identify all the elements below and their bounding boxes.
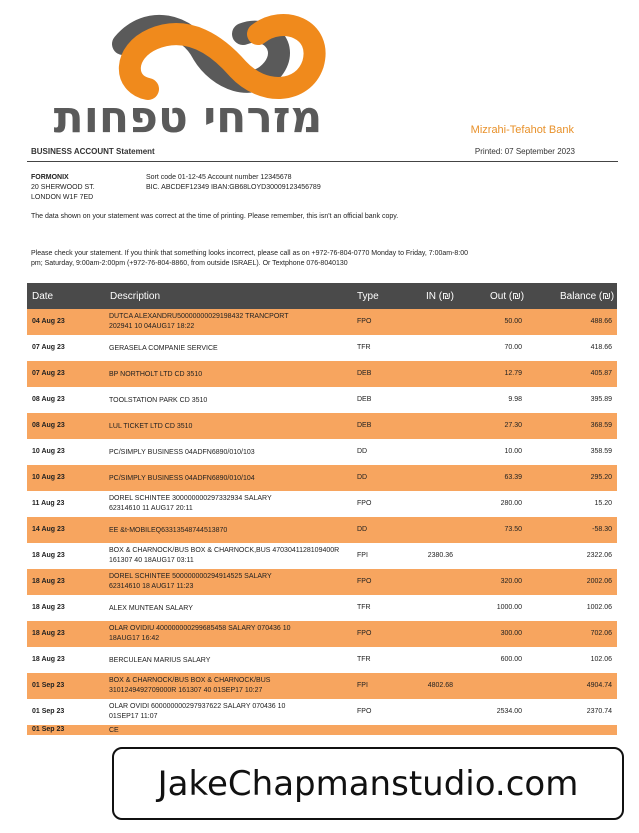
transactions-table [27, 283, 617, 735]
table-row [27, 647, 617, 673]
cell-description [109, 702, 354, 722]
description-line-1: EE &t-MOBILEQ63313548744513870 [109, 527, 228, 534]
accuracy-note: The data shown on your statement was correct at the time of printing. Please remember, this isn't an official bank copy. [31, 213, 399, 220]
description-line-1: TOOLSTATION PARK CD 3510 [109, 397, 208, 404]
description-line-1: OLAR OVIDIU 400000000299685458 SALARY 070436 10 [109, 625, 291, 632]
table-row [27, 699, 617, 725]
cell-balance: 2370.74 [586, 708, 612, 715]
account-details [146, 173, 321, 193]
cell-description [109, 656, 354, 666]
cell-out: 320.00 [500, 578, 522, 585]
description-line-1: PC/SIMPLY BUSINESS 04ADFN6890/010/104 [109, 475, 255, 482]
cell-out: 600.00 [500, 656, 522, 663]
cell-out: 70.00 [504, 344, 522, 351]
col-out: Out (₪) [490, 291, 525, 302]
cell-out: 50.00 [504, 318, 522, 325]
cell-date: 18 Aug 23 [32, 630, 65, 637]
cell-out: 2534.00 [496, 708, 522, 715]
contact-note: Please check your statement. If you think that something looks incorrect, please call as on +972-76-804-0770 Monday to Friday, 7:00am-8:00 pm; Saturday, 9:00am-2:00pm (+972-76-804-8860, from outside ISRAEL). Or Textphone 076-8040130 [31, 250, 469, 267]
cell-date: 01 Sep 23 [32, 726, 65, 733]
description-line-1: GERASELA COMPANIE SERVICE [109, 345, 218, 352]
cell-out: 1000.00 [496, 604, 522, 611]
cell-description [109, 726, 354, 736]
cell-balance: 488.66 [590, 318, 612, 325]
cell-balance: 702.06 [590, 630, 612, 637]
bank-logo [28, 14, 348, 139]
bank-name-english: Mizrahi-Tefahot Bank [470, 124, 574, 136]
table-row [27, 413, 617, 439]
description-line-1: DUTCA ALEXANDRU50000000029198432 TRANCPORT [109, 313, 289, 320]
description-line-1: BOX & CHARNOCK/BUS BOX & CHARNOCK,BUS 4703041128109400R [109, 547, 340, 554]
cell-date: 18 Aug 23 [32, 578, 65, 585]
description-line-1: CE [109, 727, 119, 734]
cell-date: 01 Sep 23 [32, 708, 65, 715]
cell-balance: 358.59 [590, 448, 612, 455]
cell-type: FPO [357, 708, 372, 715]
cell-type: DEB [357, 422, 372, 429]
description-line-1: DOREL SCHINTEE 300000000297332934 SALARY [109, 495, 272, 502]
table-row [27, 387, 617, 413]
cell-date: 14 Aug 23 [32, 526, 65, 533]
cell-type: DEB [357, 396, 372, 403]
table-row [27, 621, 617, 647]
table-row [27, 439, 617, 465]
cell-description [109, 676, 354, 696]
col-description: Description [110, 291, 161, 302]
table-row [27, 309, 617, 335]
description-line-2: 01SEP17 11:07 [109, 713, 158, 720]
description-line-2: 62314610 11 AUG17 20:11 [109, 505, 193, 512]
cell-balance: 295.20 [590, 474, 612, 481]
cell-balance: 4904.74 [586, 682, 612, 689]
cell-balance: 2322.06 [586, 552, 612, 559]
description-line-1: BERCULEAN MARIUS SALARY [109, 657, 211, 664]
table-header [27, 283, 617, 309]
cell-date: 07 Aug 23 [32, 370, 65, 377]
address-line-2: LONDON W1F 7ED [31, 194, 94, 201]
cell-type: FPO [357, 630, 372, 637]
description-line-2: 202941 10 04AUG17 18:22 [109, 323, 195, 330]
description-line-1: BP NORTHOLT LTD CD 3510 [109, 371, 203, 378]
cell-description [109, 526, 354, 536]
cell-out: 10.00 [504, 448, 522, 455]
cell-description [109, 494, 354, 514]
cell-description [109, 604, 354, 614]
cell-date: 18 Aug 23 [32, 656, 65, 663]
logo-text: מזרחי טפחות [53, 92, 323, 139]
cell-type: DEB [357, 370, 372, 377]
header-divider [27, 161, 618, 162]
cell-description [109, 572, 354, 592]
description-line-1: LUL TICKET LTD CD 3510 [109, 423, 193, 430]
description-line-2: 161307 40 18AUG17 03:11 [109, 557, 194, 564]
cell-description [109, 474, 354, 484]
cell-date: 18 Aug 23 [32, 552, 65, 559]
cell-type: FPO [357, 500, 372, 507]
description-line-1: DOREL SCHINTEE 500000000294914525 SALARY [109, 573, 272, 580]
cell-balance: 368.59 [590, 422, 612, 429]
cell-in: 2380.36 [427, 552, 453, 559]
cell-description [109, 312, 354, 332]
table-row [27, 465, 617, 491]
cell-type: FPI [357, 552, 368, 559]
table-row [27, 543, 617, 569]
cell-date: 01 Sep 23 [32, 682, 65, 689]
cell-balance: 395.89 [590, 396, 612, 403]
col-date: Date [32, 291, 54, 302]
cell-out: 280.00 [500, 500, 522, 507]
description-line-1: ALEX MUNTEAN SALARY [109, 605, 193, 612]
table-row [27, 517, 617, 543]
cell-date: 04 Aug 23 [32, 318, 65, 325]
cell-balance: 2002.06 [586, 578, 612, 585]
cell-description [109, 624, 354, 644]
statement-title: BUSINESS ACCOUNT Statement [31, 147, 155, 156]
col-in: IN (₪) [426, 291, 454, 302]
description-line-1: BOX & CHARNOCK/BUS BOX & CHARNOCK/BUS [109, 677, 271, 684]
cell-type: TFR [357, 604, 371, 611]
description-line-2: 3101249492709000R 161307 40 01SEP17 10:27 [109, 687, 263, 694]
cell-date: 08 Aug 23 [32, 396, 65, 403]
description-line-1: OLAR OVIDI 600000000297937622 SALARY 070436 10 [109, 703, 286, 710]
table-body [27, 309, 617, 735]
cell-out: 9.98 [508, 396, 522, 403]
cell-out: 300.00 [500, 630, 522, 637]
printed-date: Printed: 07 September 2023 [474, 147, 575, 156]
cell-balance: 1002.06 [586, 604, 612, 611]
table-row [27, 335, 617, 361]
cell-balance: -58.30 [592, 526, 612, 533]
iban-line: BIC. ABCDEF12349 IBAN:GB68LOYD30009123456789 [146, 184, 321, 191]
description-line-2: 18AUG17 16:42 [109, 635, 160, 642]
cell-type: DD [357, 474, 368, 481]
cell-balance: 102.06 [590, 656, 612, 663]
cell-balance: 15.20 [594, 500, 612, 507]
cell-type: DD [357, 448, 368, 455]
cell-date: 18 Aug 23 [32, 604, 65, 611]
sort-code-line: Sort code 01-12-45 Account number 12345678 [146, 174, 292, 181]
cell-out: 12.79 [504, 370, 522, 377]
cell-description [109, 370, 354, 380]
watermark: JakeChapmanstudio.com [112, 747, 624, 820]
cell-type: DD [357, 526, 368, 533]
cell-out: 27.30 [504, 422, 522, 429]
description-line-1: PC/SIMPLY BUSINESS 04ADFN6890/010/103 [109, 449, 255, 456]
cell-out: 73.50 [504, 526, 522, 533]
cell-date: 08 Aug 23 [32, 422, 65, 429]
cell-in: 4802.68 [427, 682, 453, 689]
cell-date: 10 Aug 23 [32, 474, 65, 481]
cell-date: 07 Aug 23 [32, 344, 65, 351]
col-type: Type [357, 291, 379, 302]
table-row [27, 673, 617, 699]
description-line-2: 62314610 18 AUG17 11:23 [109, 583, 194, 590]
cell-type: FPI [357, 682, 368, 689]
table-row [27, 361, 617, 387]
cell-type: TFR [357, 656, 371, 663]
account-name: FORMONIX [31, 174, 69, 181]
cell-type: FPO [357, 318, 372, 325]
table-row [27, 725, 617, 735]
cell-date: 11 Aug 23 [32, 500, 65, 507]
table-row [27, 595, 617, 621]
cell-type: FPO [357, 578, 372, 585]
cell-description [109, 546, 354, 566]
address-line-1: 20 SHERWOOD ST. [31, 184, 95, 191]
account-address [31, 173, 95, 203]
cell-description [109, 396, 354, 406]
table-row [27, 569, 617, 595]
cell-description [109, 422, 354, 432]
cell-date: 10 Aug 23 [32, 448, 65, 455]
cell-description [109, 448, 354, 458]
table-row [27, 491, 617, 517]
col-balance: Balance (₪) [560, 291, 615, 302]
cell-balance: 405.87 [590, 370, 612, 377]
cell-out: 63.39 [504, 474, 522, 481]
cell-type: TFR [357, 344, 371, 351]
cell-description [109, 344, 354, 354]
cell-balance: 418.66 [590, 344, 612, 351]
